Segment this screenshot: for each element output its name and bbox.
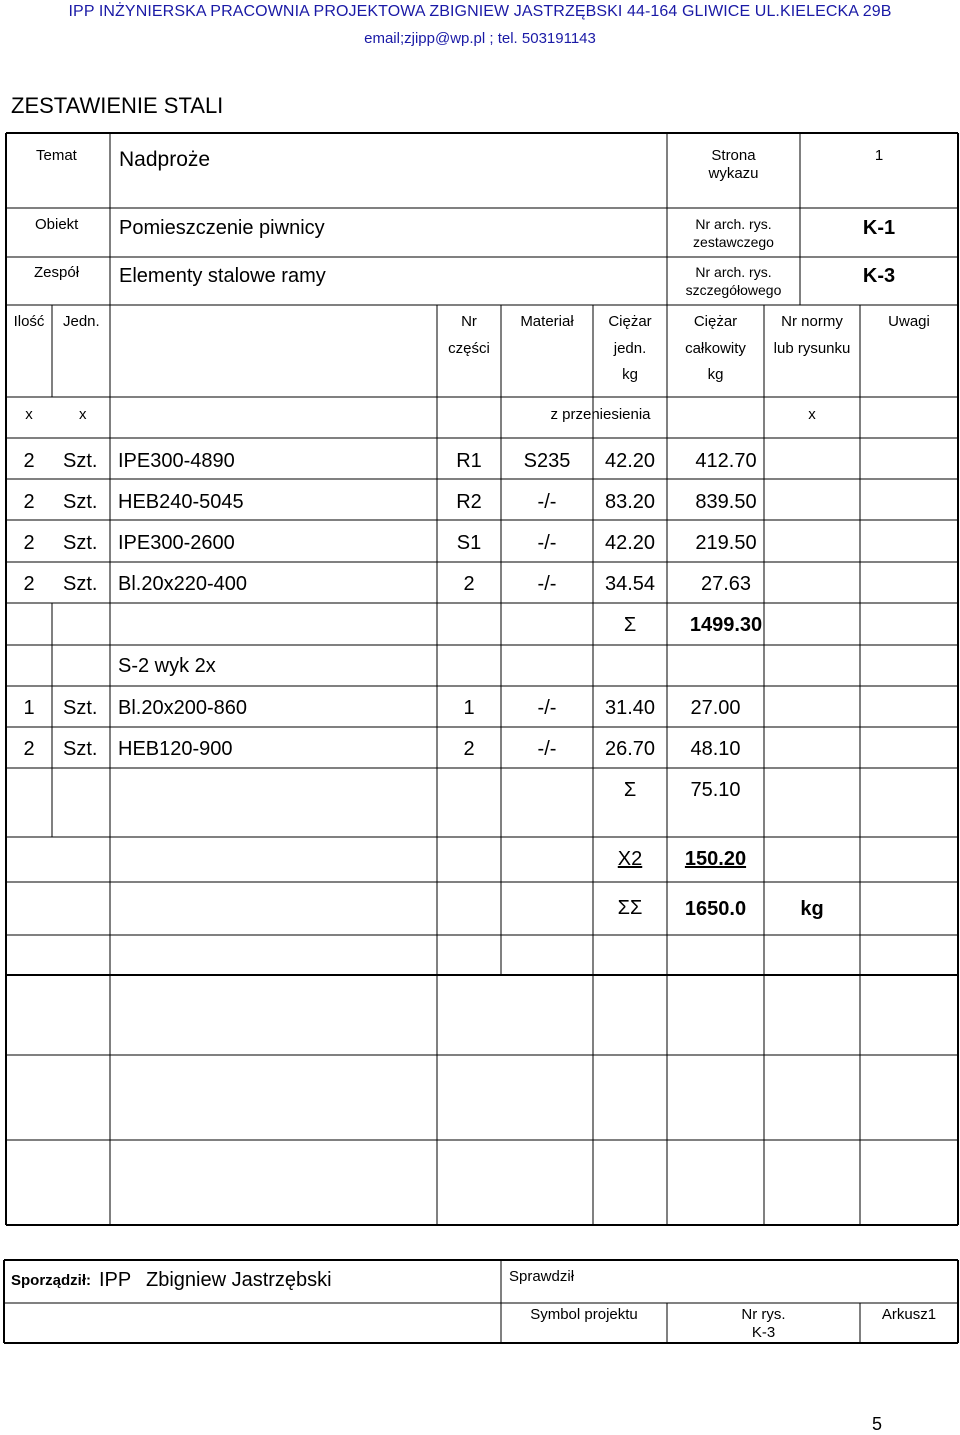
row-unit-weight: 34.54 [604, 573, 656, 595]
page-number: 5 [872, 1414, 883, 1434]
row-unit: Szt. [63, 450, 98, 472]
carry-row-right: x [808, 406, 816, 423]
row-qty: 2 [23, 532, 35, 554]
row-unit-weight: 42.20 [604, 450, 656, 472]
temat-value: Nadproże [119, 148, 211, 171]
document-title: ZESTAWIENIE STALI [11, 93, 224, 118]
obiekt-value: Pomieszczenie piwnicy [119, 217, 325, 239]
carry-row-col1: x [25, 406, 33, 423]
col-header-jedn: Jedn. [63, 313, 100, 330]
row-material: -/- [537, 573, 557, 595]
col-header-ilosc: Ilość [13, 313, 45, 330]
row-material: -/- [537, 532, 557, 554]
grand-total-value: 1650.0 [684, 898, 747, 920]
row-part-no: 1 [463, 697, 475, 719]
col-header-ciezar-jedn-line2: jedn. [613, 340, 647, 357]
row-element-name: HEB240-5045 [118, 491, 244, 513]
row-qty: 2 [23, 738, 35, 760]
drawing-number-value: K-3 [751, 1324, 776, 1341]
prepared-by-company: IPP [99, 1269, 132, 1291]
strona-label-2: wykazu [708, 165, 759, 182]
row-part-no: 2 [463, 738, 475, 760]
row-part-no: S1 [456, 532, 482, 554]
row-element-name: Bl.20x200-860 [118, 697, 247, 719]
prepared-by-name: Zbigniew Jastrzębski [146, 1269, 332, 1291]
row-material: -/- [537, 697, 557, 719]
row-unit: Szt. [63, 573, 98, 595]
group2-heading: S-2 wyk 2x [118, 655, 216, 677]
zespol-label: Zespół [34, 264, 80, 281]
company-header-line1: IPP INŻYNIERSKA PRACOWNIA PROJEKTOWA ZBIGNIEW JASTRZĘBSKI 44-164 GLIWICE UL.KIELECKA 29B [68, 3, 892, 20]
row-qty: 2 [23, 491, 35, 513]
row-unit: Szt. [63, 738, 98, 760]
company-header-line2: email;zjipp@wp.pl ; tel. 503191143 [364, 30, 596, 47]
prepared-by-label: Sporządził: [11, 1272, 92, 1289]
grand-total-symbol: ΣΣ [617, 897, 643, 919]
row-element-name: HEB120-900 [118, 738, 233, 760]
group2-sum-symbol: Σ [623, 779, 637, 801]
row-qty: 2 [23, 573, 35, 595]
nr-arch-szczegolowego-value: K-3 [862, 265, 896, 287]
drawing-number-label: Nr rys. [741, 1306, 786, 1323]
row-unit: Szt. [63, 697, 98, 719]
col-header-nr-normy-line2: lub rysunku [773, 340, 851, 357]
col-header-ciezar-jedn-line1: Ciężar [608, 313, 652, 330]
temat-label: Temat [36, 147, 77, 164]
project-symbol-label: Symbol projektu [530, 1306, 638, 1323]
row-element-name: IPE300-4890 [118, 450, 235, 472]
row-total-weight: 219.50 [695, 532, 757, 554]
obiekt-label: Obiekt [35, 216, 79, 233]
row-total-weight: 27.63 [700, 573, 752, 595]
col-header-material: Materiał [520, 313, 574, 330]
row-unit-weight: 26.70 [604, 738, 656, 760]
nr-arch-szczegolowego-line2: szczegółowego [685, 282, 782, 298]
col-header-ciezar-calk-line1: Ciężar [693, 313, 738, 330]
row-unit-weight: 31.40 [604, 697, 656, 719]
row-total-weight: 27.00 [690, 697, 741, 719]
col-header-ciezar-jedn-unit: kg [622, 366, 638, 383]
col-header-ciezar-calk-unit: kg [707, 366, 724, 383]
col-header-nr-normy-line1: Nr normy [781, 313, 843, 330]
nr-arch-zestawczego-line2: zestawczego [693, 234, 774, 250]
row-material: -/- [537, 738, 557, 760]
group1-sum-symbol: Σ [623, 614, 637, 636]
nr-arch-zestawczego-line1: Nr arch. rys. [695, 216, 772, 232]
col-header-uwagi: Uwagi [888, 313, 930, 330]
nr-arch-szczegolowego-line1: Nr arch. rys. [695, 264, 772, 280]
times-two-symbol: X2 [617, 848, 643, 870]
row-total-weight: 48.10 [690, 738, 741, 760]
col-header-ciezar-calk-line2: całkowity [685, 340, 746, 357]
zespol-value: Elementy stalowe ramy [119, 265, 326, 287]
row-part-no: R1 [456, 450, 482, 472]
row-element-name: IPE300-2600 [118, 532, 235, 554]
strona-value: 1 [874, 147, 884, 164]
group2-sum-value: 75.10 [690, 779, 741, 801]
sheet-label: Arkusz1 [881, 1306, 937, 1323]
carry-row-label: z przeniesienia [550, 406, 651, 423]
row-unit-weight: 83.20 [604, 491, 656, 513]
carry-row-col2: x [79, 406, 87, 423]
row-part-no: 2 [463, 573, 475, 595]
row-qty: 1 [23, 697, 35, 719]
row-total-weight: 412.70 [695, 450, 757, 472]
row-unit-weight: 42.20 [604, 532, 656, 554]
row-qty: 2 [23, 450, 35, 472]
row-unit: Szt. [63, 532, 98, 554]
strona-label-1: Strona [711, 147, 756, 164]
times-two-value: 150.20 [684, 848, 747, 870]
row-part-no: R2 [456, 491, 482, 513]
row-material: S235 [523, 450, 571, 472]
row-element-name: Bl.20x220-400 [118, 573, 247, 595]
row-unit: Szt. [63, 491, 98, 513]
grand-total-unit: kg [800, 898, 824, 920]
row-total-weight: 839.50 [695, 491, 757, 513]
nr-arch-zestawczego-value: K-1 [862, 217, 896, 239]
row-material: -/- [537, 491, 557, 513]
checked-by-label: Sprawdził [509, 1268, 575, 1285]
group1-sum-value: 1499.30 [689, 614, 763, 636]
col-header-nr-line1: Nr [461, 313, 477, 330]
col-header-nr-line2: części [448, 340, 490, 357]
